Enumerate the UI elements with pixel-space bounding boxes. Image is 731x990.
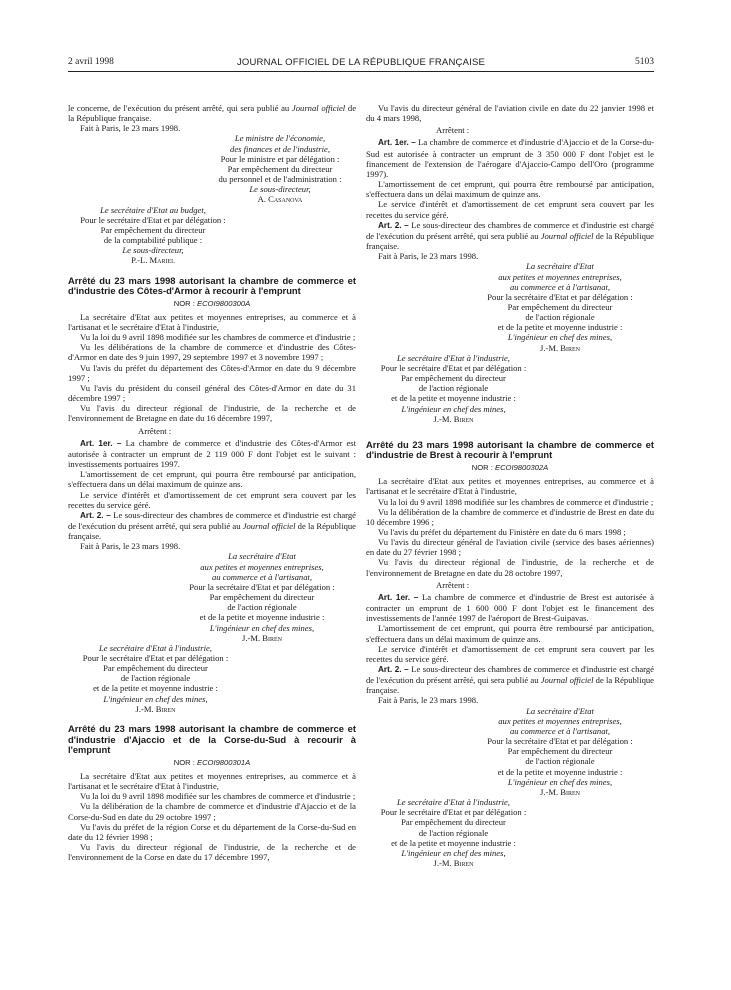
arretent-heading: Arrêtent : bbox=[436, 125, 470, 136]
signature-secretaire-pme: La secrétaire d'Etat aux petites et moyennes entreprises, au commerce et à l'artisanat, Pour la secrétaire d'Etat et par délégation : Par empêchement du directeur de l'action régionale et de la petite et moyenne industrie : L'ingénieur en chef des mines, J.-M. Biren bbox=[487, 261, 633, 353]
signature-secretaire-industrie: Le secrétaire d'Etat à l'industrie, Pour le secrétaire d'Etat et par délégation : Par empêchement du directeur de l'action régionale et de la petite et moyenne industrie : L'ingénieur en chef des mines, J.-M. Biren bbox=[380, 797, 527, 868]
service-paragraph: Le service d'intérêt et d'amortissement de cet emprunt sera couvert par les recettes du service géré. bbox=[366, 199, 654, 220]
signature-secretaire-pme: La secrétaire d'Etat aux petites et moyennes entreprises, au commerce et à l'artisanat, Pour la secrétaire d'Etat et par délégation : Par empêchement du directeur de l'action régionale et de la petite et moyenne industrie : L'ingénieur en chef des mines, J.-M. Biren bbox=[487, 705, 633, 797]
arretent-heading: Arrêtent : bbox=[138, 425, 172, 436]
signature-secretaire-pme: La secrétaire d'Etat aux petites et moyennes entreprises, au commerce et à l'artisanat, Pour la secrétaire d'Etat et par délégation : Par empêchement du directeur de l'action régionale et de la petite et moyenne industrie : L'ingénieur en chef des mines, J.-M. Biren bbox=[189, 551, 335, 643]
header-date: 2 avril 1998 bbox=[68, 57, 114, 67]
amortissement-paragraph: L'amortissement de cet emprunt, qui pourra être remboursé par anticipation, s'effectuera dans un délai maximum de quinze ans. bbox=[68, 469, 356, 490]
arretent-heading: Arrêtent : bbox=[436, 579, 470, 590]
visa-paragraph: Vu la loi du 9 avril 1898 modifiée sur les chambres de commerce et d'industrie ; bbox=[80, 332, 356, 343]
signature-secretaire-industrie: Le secrétaire d'Etat à l'industrie, Pour le secrétaire d'Etat et par délégation : Par empêchement du directeur de l'action régionale et de la petite et moyenne industrie : L'ingénieur en chef des mines, J.-M. Biren bbox=[82, 642, 229, 714]
fait-a-paris: Fait à Paris, le 23 mars 1998. bbox=[80, 541, 181, 552]
left-column bbox=[68, 103, 356, 862]
article-2: Art. 2. – Le sous-directeur des chambres de commerce et d'industrie est chargé de l'exécution du présent arrêté, qui sera publié au Journal officiel de la République française. bbox=[68, 509, 356, 542]
visa-paragraph: Vu l'avis du directeur régional de l'industrie, de la recherche et de l'environnement de la Corse en date du 17 décembre 1997, bbox=[68, 841, 356, 863]
fait-a-paris: Fait à Paris, le 23 mars 1998. bbox=[378, 695, 479, 706]
visa-paragraph: Vu les délibérations de la chambre de commerce et d'industrie des Côtes-d'Armor en date des 9 juin 1997, 29 septembre 1997 et 3 novembre 1997 ; bbox=[68, 342, 356, 363]
visa-paragraph: La secrétaire d'Etat aux petites et moyennes entreprises, au commerce et à l'artisanat et le secrétaire d'Etat à l'industrie, bbox=[68, 311, 356, 332]
amortissement-paragraph: L'amortissement de cet emprunt, qui pourra être remboursé par anticipation, s'effectuera dans un délai maximum de quinze ans. bbox=[366, 179, 654, 200]
visa-paragraph: Vu l'avis du directeur général de l'aviation civile (service des bases aériennes) en date du 27 février 1998 ; bbox=[366, 537, 654, 558]
arrete-title-ajaccio: Arrêté du 23 mars 1998 autorisant la chambre de commerce et d'industrie d'Ajaccio et de la Corse-du-Sud à recourir à l'emprunt bbox=[68, 722, 356, 756]
intro-paragraph: le concerne, de l'exécution du présent arrêté, qui sera publié au Journal officiel de la République française. bbox=[68, 103, 357, 124]
visa-paragraph: Vu l'avis du préfet du département des Côtes-d'Armor en date du 9 décembre 1997 ; bbox=[68, 362, 356, 383]
arrete-title-cotes-armor: Arrêté du 23 mars 1998 autorisant la chambre de commerce et d'industrie des Côtes-d'Armor à recourir à l'emprunt bbox=[68, 274, 356, 297]
article-2: Art. 2. – Le sous-directeur des chambres de commerce et d'industrie est chargé de l'exécution du présent arrêté, qui sera publié au Journal officiel de la République française. bbox=[366, 664, 654, 696]
visa-paragraph: Vu la délibération de la chambre de commerce et d'industrie d'Ajaccio et de la Corse-du-Sud en date du 29 octobre 1997 ; bbox=[68, 801, 356, 822]
visa-paragraph: Vu l'avis du préfet de la région Corse et du département de la Corse-du-Sud en date du 12 février 1998 ; bbox=[68, 821, 356, 842]
visa-paragraph: Vu la loi du 9 avril 1898 modifiée sur les chambres de commerce et d'industrie ; bbox=[378, 496, 654, 507]
fait-a-paris: Fait à Paris, le 23 mars 1998. bbox=[80, 123, 181, 134]
fait-a-paris: Fait à Paris, le 23 mars 1998. bbox=[378, 251, 479, 262]
visa-paragraph: Vu la délibération de la chambre de commerce et d'industrie de Brest en date du 10 décembre 1996 ; bbox=[366, 506, 654, 527]
arrete-title-brest: Arrêté du 23 mars 1998 autorisant la chambre de commerce et d'industrie de Brest à recourir à l'emprunt bbox=[366, 438, 654, 461]
visa-paragraph: Vu l'avis du directeur régional de l'industrie, de la recherche et de l'environnement de Bretagne en date du 28 octobre 1997, bbox=[366, 557, 654, 578]
nor-reference: NOR : ECOI9800301A bbox=[173, 757, 251, 767]
visa-paragraph: Vu l'avis du directeur général de l'aviation civile en date du 22 janvier 1998 et du 4 mars 1998, bbox=[366, 103, 654, 124]
signature-budget: Le secrétaire d'Etat au budget, Pour le secrétaire d'Etat et par délégation : Par empêchement du directeur de la comptabilité publique : Le sous-directeur, P.-L. Mariel bbox=[80, 204, 226, 266]
visa-paragraph: La secrétaire d'Etat aux petites et moyennes entreprises, au commerce et à l'artisanat et le secrétaire d'Etat à l'industrie, bbox=[68, 770, 356, 792]
page-header bbox=[68, 57, 654, 72]
signature-ministre: Le ministre de l'économie, des finances et de l'industrie, Pour le ministre et par délégation : Par empêchement du directeur du personnel et de l'administration : Le sous-directeur, A. Casanova bbox=[218, 133, 342, 205]
visa-paragraph: Vu l'avis du préfet du département du Finistère en date du 6 mars 1998 ; bbox=[378, 526, 626, 537]
visa-paragraph: Vu l'avis du directeur régional de l'industrie, de la recherche et de l'environnement de Bretagne en date du 16 décembre 1997, bbox=[68, 403, 356, 424]
visa-paragraph: Vu l'avis du président du conseil général des Côtes-d'Armor en date du 31 décembre 1997 ; bbox=[68, 382, 356, 404]
nor-reference: NOR : ECOI9800300A bbox=[173, 298, 251, 308]
visa-paragraph: La secrétaire d'Etat aux petites et moyennes entreprises, au commerce et à l'artisanat et le secrétaire d'Etat à l'industrie, bbox=[366, 476, 654, 497]
service-paragraph: Le service d'intérêt et d'amortissement de cet emprunt sera couvert par les recettes du service géré. bbox=[68, 489, 356, 510]
amortissement-paragraph: L'amortissement de cet emprunt, qui pourra être remboursé par anticipation, s'effectuera dans un délai maximum de quinze ans. bbox=[366, 623, 654, 644]
visa-paragraph: Vu la loi du 9 avril 1898 modifiée sur les chambres de commerce et d'industrie ; bbox=[80, 791, 356, 802]
article-1: Art. 1er. – La chambre de commerce et d'industrie de Brest est autorisée à contracter un emprunt de 1 600 000 F dont l'objet est le financement des investissements de l'année 1997 de l'aéroport de Brest-Guipavas. bbox=[366, 591, 654, 624]
nor-reference: NOR : ECOI9800302A bbox=[471, 463, 549, 473]
article-1: Art. 1er. – La chambre de commerce et d'industrie d'Ajaccio et de la Corse-du-Sud est autorisée à contracter un emprunt de 3 350 000 F dont l'objet est le financement de l'extension de l'aérogare d'Ajaccio-Campo dell'Oro (programme 1997). bbox=[366, 137, 654, 179]
header-journal-title: JOURNAL OFFICIEL DE LA RÉPUBLIQUE FRANÇAISE bbox=[236, 57, 486, 68]
article-2: Art. 2. – Le sous-directeur des chambres de commerce et d'industrie est chargé de l'exécution du présent arrêté, qui sera publié au Journal officiel de la République française. bbox=[366, 219, 654, 252]
article-1: Art. 1er. – La chambre de commerce et d'industrie des Côtes-d'Armor est autorisée à contracter un emprunt de 2 119 000 F dont l'objet est le suivant : investissements portuaires 1997. bbox=[68, 437, 356, 470]
signature-secretaire-industrie: Le secrétaire d'Etat à l'industrie, Pour le secrétaire d'Etat et par délégation : Par empêchement du directeur de l'action régionale et de la petite et moyenne industrie : L'ingénieur en chef des mines, J.-M. Biren bbox=[380, 352, 527, 424]
service-paragraph: Le service d'intérêt et d'amortissement de cet emprunt sera couvert par les recettes du service géré. bbox=[366, 643, 654, 664]
header-page-number: 5103 bbox=[635, 57, 654, 67]
right-column bbox=[366, 103, 654, 868]
